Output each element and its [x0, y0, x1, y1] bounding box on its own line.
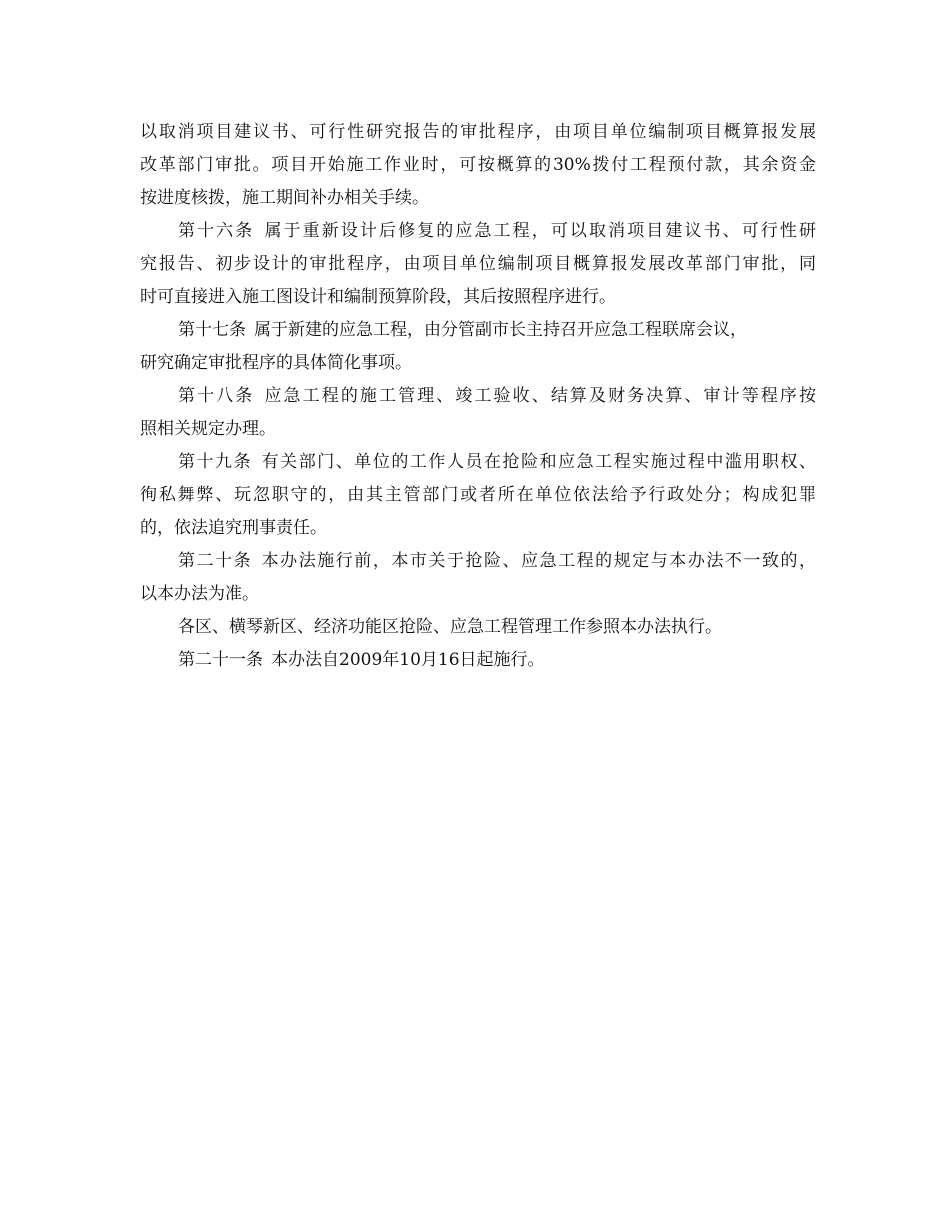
text-line: 徇私舞弊、玩忽职守的，由其主管部门或者所在单位依法给予行政处分；构成犯罪 [140, 485, 816, 505]
text-line: 以取消项目建议书、可行性研究报告的审批程序，由项目单位编制项目概算报发展 [140, 122, 816, 142]
article-text: 属于重新设计后修复的应急工程，可以取消项目建议书、可行性研 [262, 221, 817, 241]
paragraph-article-19 [140, 446, 816, 545]
text-line [140, 545, 816, 578]
text-line: 照相关规定办理。 [140, 419, 276, 439]
paragraph-article-16 [140, 215, 816, 314]
article-heading: 第十六条 [178, 221, 255, 241]
text-line: 究报告、初步设计的审批程序，由项目单位编制项目概算报发展改革部门审批，同 [140, 254, 816, 274]
text-line [140, 644, 816, 677]
article-heading: 第十七条 [178, 320, 246, 340]
text-line: 时可直接进入施工图设计和编制预算阶段，其后按照程序进行。 [140, 287, 616, 307]
article-heading: 第十九条 [178, 452, 253, 472]
text-line [140, 380, 816, 413]
text-line [140, 314, 816, 347]
paragraph-article-21 [140, 644, 816, 677]
article-heading: 第二十条 [178, 551, 253, 571]
text-line [140, 215, 816, 248]
paragraph-continuation [140, 116, 816, 215]
article-text: 有关部门、单位的工作人员在抢险和应急工程实施过程中滥用职权、 [260, 452, 817, 472]
article-text: 属于新建的应急工程，由分管副市长主持召开应急工程联席会议， [254, 320, 747, 340]
article-heading: 第十八条 [178, 386, 255, 406]
article-text: 应急工程的施工管理、竣工验收、结算及财务决算、审计等程序按 [262, 386, 817, 406]
article-text: 本办法施行前，本市关于抢险、应急工程的规定与本办法不一致的， [260, 551, 817, 571]
article-text: 本办法自2009年10月16日起施行。 [271, 650, 545, 670]
text-line: 研究确定审批程序的具体简化事项。 [140, 353, 412, 373]
text-line [140, 446, 816, 479]
article-heading: 第二十一条 [178, 650, 263, 670]
paragraph-article-17 [140, 314, 816, 380]
paragraph-article-18 [140, 380, 816, 446]
paragraph-article-20 [140, 545, 816, 611]
text-line: 各区、横琴新区、经济功能区抢险、应急工程管理工作参照本办法执行。 [178, 617, 722, 637]
paragraph-note [140, 611, 816, 644]
text-line: 改革部门审批。项目开始施工作业时，可按概算的30%拨付工程预付款，其余资金 [140, 155, 816, 175]
text-line: 以本办法为准。 [140, 584, 259, 604]
text-line: 按进度核拨，施工期间补办相关手续。 [140, 188, 429, 208]
document-body [140, 116, 816, 677]
text-line: 的，依法追究刑事责任。 [140, 518, 327, 538]
